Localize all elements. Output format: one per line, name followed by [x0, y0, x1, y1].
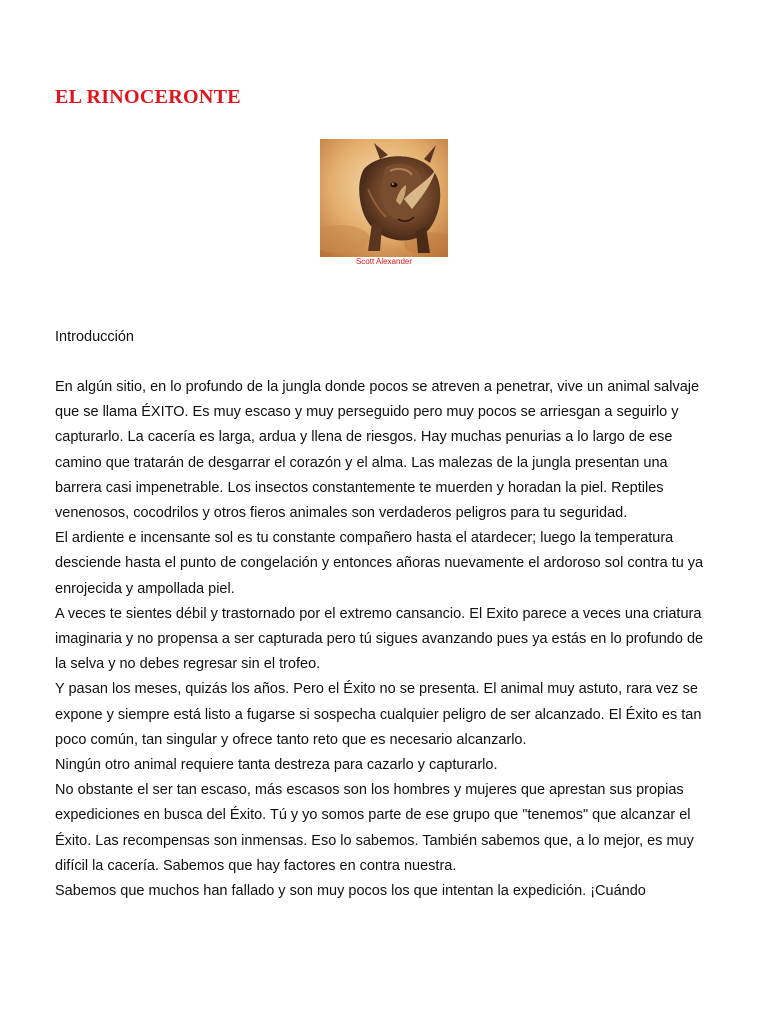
paragraph: Ningún otro animal requiere tanta destreza para cazarlo y capturarlo.	[55, 757, 498, 774]
paragraph: En algún sitio, en lo profundo de la jungla donde pocos se atreven a penetrar, vive un animal salvaje que se llama ÉXITO. Es muy escaso y muy perseguido pero muy pocos se arriesgan a seguirlo y capturarlo. La cacería es larga, ardua y llena de riesgos. Hay muchas penurias a lo largo de ese camino que tratarán de desgarrar el corazón y el alma. Las malezas de la jungla presentan una barrera casi impenetrable. Los insectos constantemente te muerden y horadan la piel. Reptiles venenosos, cocodrilos y otros fieros animales son verdaderos peligros para tu seguridad.	[55, 379, 700, 522]
section-heading-introduccion: Introducción	[55, 329, 134, 345]
paragraph: No obstante el ser tan escaso, más escasos son los hombres y mujeres que aprestan sus propias expediciones en busca del Éxito. Tú y yo somos parte de ese grupo que "tenemos" que alcanzar el Éxito. Las recompensas son inmensas. Eso lo sabemos. También sabemos que, a lo mejor, es muy difícil la cacería. Sabemos que hay factores en contra nuestra.	[55, 782, 694, 874]
document-title: EL RINOCERONTE	[55, 86, 241, 108]
paragraph: A veces te sientes débil y trastornado por el extremo cansancio. El Exito parece a veces una criatura imaginaria y no propensa a ser capturada pero tú sigues avanzando pues ya estás en lo profundo de la selva y no debes regresar sin el trofeo.	[55, 605, 704, 673]
body-text	[55, 375, 715, 904]
paragraph: Y pasan los meses, quizás los años. Pero el Éxito no se presenta. El animal muy astuto, rara vez se expone y siempre está listo a fugarse si sospecha cualquier peligro de ser alcanzado. El Éxito es tan poco común, tan singular y ofrece tanto reto que es necesario alcanzarlo.	[55, 681, 702, 748]
paragraph: El ardiente e incensante sol es tu constante compañero hasta el atardecer; luego la temperatura desciende hasta el punto de congelación y entonces añoras nuevamente el ardoroso sol contra tu ya enrojecida y ampollada piel.	[55, 530, 704, 597]
rhino-painting-image	[320, 139, 448, 257]
image-caption: Scott Alexander	[355, 257, 413, 266]
rhino-figure	[320, 139, 448, 267]
paragraph: Sabemos que muchos han fallado y son muy pocos los que intentan la expedición. ¡Cuándo	[55, 883, 646, 900]
